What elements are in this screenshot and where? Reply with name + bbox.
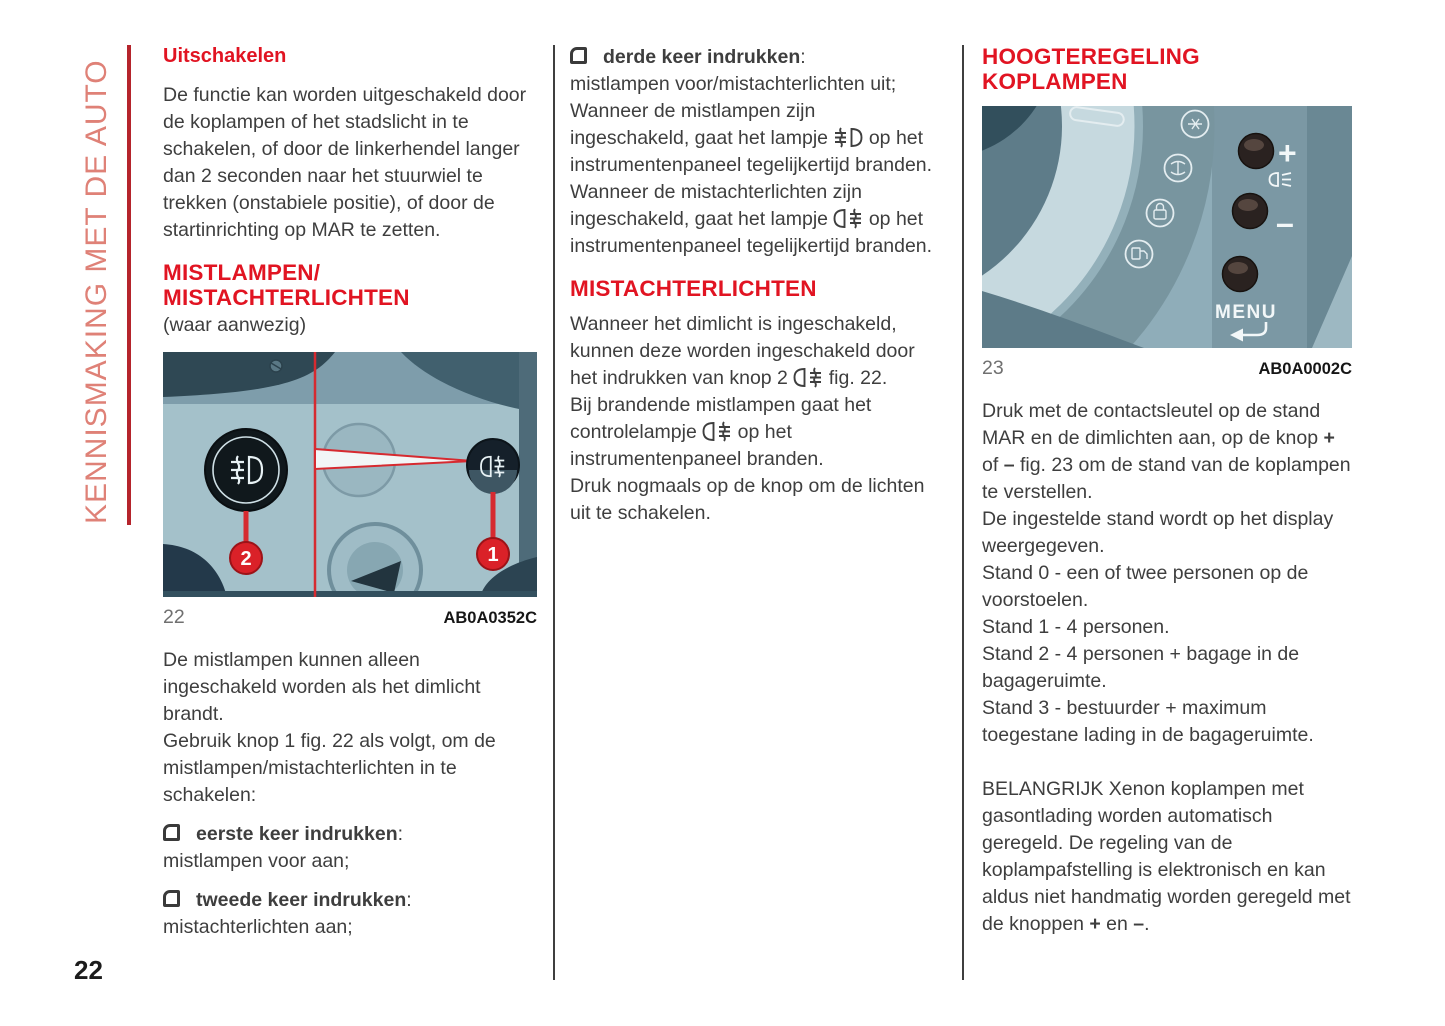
- paragraph: Druk nogmaals op de knop om de lichten uit te schakelen.: [570, 475, 925, 524]
- figure-number: 23: [982, 357, 1004, 379]
- column-divider: [553, 45, 555, 980]
- section-title-mistlampen: MISTLAMPEN/ MISTACHTERLICHTEN: [163, 260, 410, 310]
- figure-23-caption: [982, 355, 1352, 383]
- figure-number: 22: [163, 606, 185, 628]
- figure-22-caption: [163, 604, 537, 632]
- chapter-sidebar-label: KENNISMAKING MET DE AUTO: [80, 59, 113, 524]
- section-title-mistachterlichten: MISTACHTERLICHTEN: [570, 276, 817, 301]
- bullet-item: tweede keer indrukken:: [163, 887, 537, 914]
- paragraph: De mistlampen kunnen alleen ingeschakeld worden als het dimlicht brandt.: [163, 649, 481, 725]
- sidebar-rule: [127, 45, 131, 525]
- dashboard-fog-light-buttons-photo: [163, 352, 537, 597]
- menu-button-photo: [1223, 257, 1258, 292]
- plus-button-photo: [1239, 134, 1274, 169]
- paragraph: BELANGRIJK Xenon koplampen met gasontlading worden automatisch geregeld. De regeling van de koplampafstelling is elektronisch en kan aldus niet handmatig worden geregeld met de knoppen + en –.: [982, 778, 1351, 935]
- headlight-leveling-buttons-photo: [982, 106, 1352, 348]
- paragraph: Stand 0 - een of twee personen op de voorstoelen.: [982, 562, 1309, 611]
- bullet-text: mistachterlichten aan;: [163, 916, 353, 938]
- column-divider: [962, 45, 964, 980]
- paragraph: Wanneer de mistachterlichten zijn ingeschakeld, gaat het lampje op het instrumentenpaneel tegelijkertijd branden.: [570, 181, 933, 257]
- front-fog-button-photo: [205, 429, 287, 511]
- rear-fog-light-icon: [833, 208, 863, 229]
- paragraph: Stand 1 - 4 personen.: [982, 616, 1170, 638]
- section-note: (waar aanwezig): [163, 314, 307, 336]
- paragraph: De ingestelde stand wordt op het display weergegeven.: [982, 508, 1334, 557]
- square-bullet-icon: [163, 890, 180, 907]
- callout-2-badge: [230, 542, 262, 574]
- minus-label: –: [1276, 205, 1294, 241]
- column-left: [163, 44, 537, 941]
- menu-label: MENU: [1215, 302, 1277, 323]
- figure-22-image: [163, 352, 537, 632]
- bullet-text: mistlampen voor aan;: [163, 850, 350, 872]
- bullet-text: mistlampen voor/mistachterlichten uit;: [570, 73, 897, 95]
- svg-text:2: 2: [240, 548, 252, 570]
- paragraph: Bij brandende mistlampen gaat het controlelampje op het instrumentenpaneel branden.: [570, 394, 872, 470]
- column-right: [982, 44, 1352, 938]
- figure-code: AB0A0352C: [443, 609, 537, 627]
- square-bullet-icon: [163, 824, 180, 841]
- paragraph: Gebruik knop 1 fig. 22 als volgt, om de mistlampen/mistachterlichten in te schakelen:: [163, 730, 496, 806]
- rear-fog-light-icon: [702, 421, 732, 442]
- paragraph: Wanneer het dimlicht is ingeschakeld, kunnen deze worden ingeschakeld door het indrukken van knop 2 fig. 22.: [570, 313, 915, 389]
- svg-text:1: 1: [487, 544, 499, 566]
- subheading-uitschakelen: Uitschakelen: [163, 45, 287, 67]
- bullet-item: derde keer indrukken:: [570, 44, 933, 71]
- plus-label: +: [1278, 135, 1297, 171]
- page-number: 22: [74, 955, 103, 985]
- section-title-hoogteregeling: HOOGTEREGELING KOPLAMPEN: [982, 44, 1200, 94]
- figure-23-image: [982, 106, 1352, 383]
- paragraph: Druk met de contactsleutel op de stand MAR en de dimlichten aan, op de knop + of – fig. 23 om de stand van de koplampen te verstellen.: [982, 400, 1351, 503]
- callout-1-badge: [477, 538, 509, 570]
- paragraph: Stand 3 - bestuurder + maximum toegestane lading in de bagageruimte.: [982, 697, 1314, 746]
- square-bullet-icon: [570, 47, 587, 64]
- spacer: [982, 749, 1352, 776]
- figure-code: AB0A0002C: [1258, 360, 1352, 378]
- paragraph: Stand 2 - 4 personen + bagage in de bagageruimte.: [982, 643, 1300, 692]
- front-fog-light-icon: [833, 127, 863, 148]
- bullet-item: eerste keer indrukken:: [163, 821, 537, 848]
- paragraph: De functie kan worden uitgeschakeld door de koplampen of het stadslicht in te schakelen, of door de linkerhendel langer dan 2 seconden naar het stuurwiel te trekken (onstabiele positie), of door de startinrichting op MAR te zetten.: [163, 84, 527, 241]
- column-middle: [570, 44, 933, 527]
- minus-button-photo: [1233, 194, 1268, 229]
- paragraph: Wanneer de mistlampen zijn ingeschakeld, gaat het lampje op het instrumentenpaneel tegelijkertijd branden.: [570, 100, 933, 176]
- rear-fog-light-icon: [793, 367, 823, 388]
